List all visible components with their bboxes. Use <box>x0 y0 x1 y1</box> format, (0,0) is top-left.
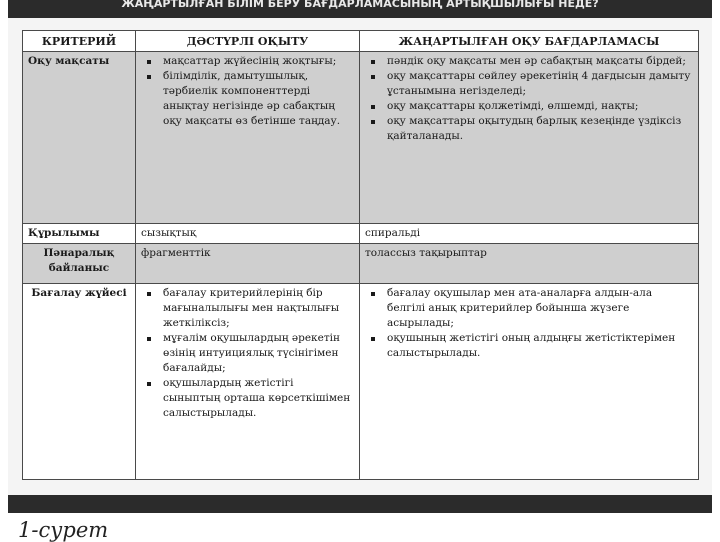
bullet-list <box>365 286 693 361</box>
traditional-cell <box>136 52 360 224</box>
traditional-cell <box>136 284 360 480</box>
updated-cell <box>360 52 699 224</box>
list-item: оқу мақсаттары қолжетімді, өлшемді, нақты; <box>387 99 693 114</box>
list-item: оқушылардың жетістігі сыныптың орташа көрсеткішімен салыстырылады. <box>163 376 354 421</box>
table-row <box>23 52 699 224</box>
traditional-cell: сызықтық <box>136 224 360 244</box>
updated-cell: толассыз тақырыптар <box>360 244 699 284</box>
column-header-updated: ЖАҢАРТЫЛҒАН ОҚУ БАҒДАРЛАМАСЫ <box>360 31 699 52</box>
criterion-cell: Оқу мақсаты <box>23 52 136 224</box>
column-header-criterion: КРИТЕРИЙ <box>23 31 136 52</box>
list-item: бағалау оқушылар мен ата-аналарға алдын-ала белгілі анық критерийлер бойынша жүзеге асырылады; <box>387 286 693 331</box>
traditional-cell: фрагменттік <box>136 244 360 284</box>
list-item: білімділік, дамытушылық, тәрбиелік компоненттерді анықтау негізінде әр сабақтың оқу мақсаты өз бетінше таңдау. <box>163 69 354 129</box>
footer-bar <box>8 495 712 513</box>
bullet-list <box>141 54 354 129</box>
criterion-cell: Пәнаралық байланыс <box>23 244 136 284</box>
list-item: бағалау критерийлерінің бір мағыналылығы мен нақтылығы жеткіліксіз; <box>163 286 354 331</box>
criterion-cell: Құрылымы <box>23 224 136 244</box>
list-item: оқу мақсаттары сөйлеу әрекетінің 4 дағдысын дамыту ұстанымына негізделеді; <box>387 69 693 99</box>
banner-title: ЖАҢАРТЫЛҒАН БІЛІМ БЕРУ БАҒДАРЛАМАСЫНЫҢ АРТЫҚШЫЛЫҒЫ НЕДЕ? <box>121 0 599 10</box>
title-banner <box>8 0 712 18</box>
figure-caption: 1-сурет <box>18 518 109 542</box>
table-row <box>23 284 699 480</box>
table-row <box>23 244 699 284</box>
bullet-list <box>141 286 354 421</box>
updated-cell: спиральді <box>360 224 699 244</box>
updated-cell <box>360 284 699 480</box>
list-item: мақсаттар жүйесінің жоқтығы; <box>163 54 354 69</box>
criterion-cell: Бағалау жүйесі <box>23 284 136 480</box>
list-item: мұғалім оқушылардың әрекетін өзінің интуициялық түсінігімен бағалайды; <box>163 331 354 376</box>
list-item: оқу мақсаттары оқытудың барлық кезеңінде үздіксіз қайталанады. <box>387 114 693 144</box>
bullet-list <box>365 54 693 144</box>
column-header-traditional: ДӘСТҮРЛІ ОҚЫТУ <box>136 31 360 52</box>
list-item: оқушының жетістігі оның алдыңғы жетістіктерімен салыстырылады. <box>387 331 693 361</box>
table-header-row <box>23 31 699 52</box>
table-row <box>23 224 699 244</box>
list-item: пәндік оқу мақсаты мен әр сабақтың мақсаты бірдей; <box>387 54 693 69</box>
comparison-table <box>22 30 699 480</box>
